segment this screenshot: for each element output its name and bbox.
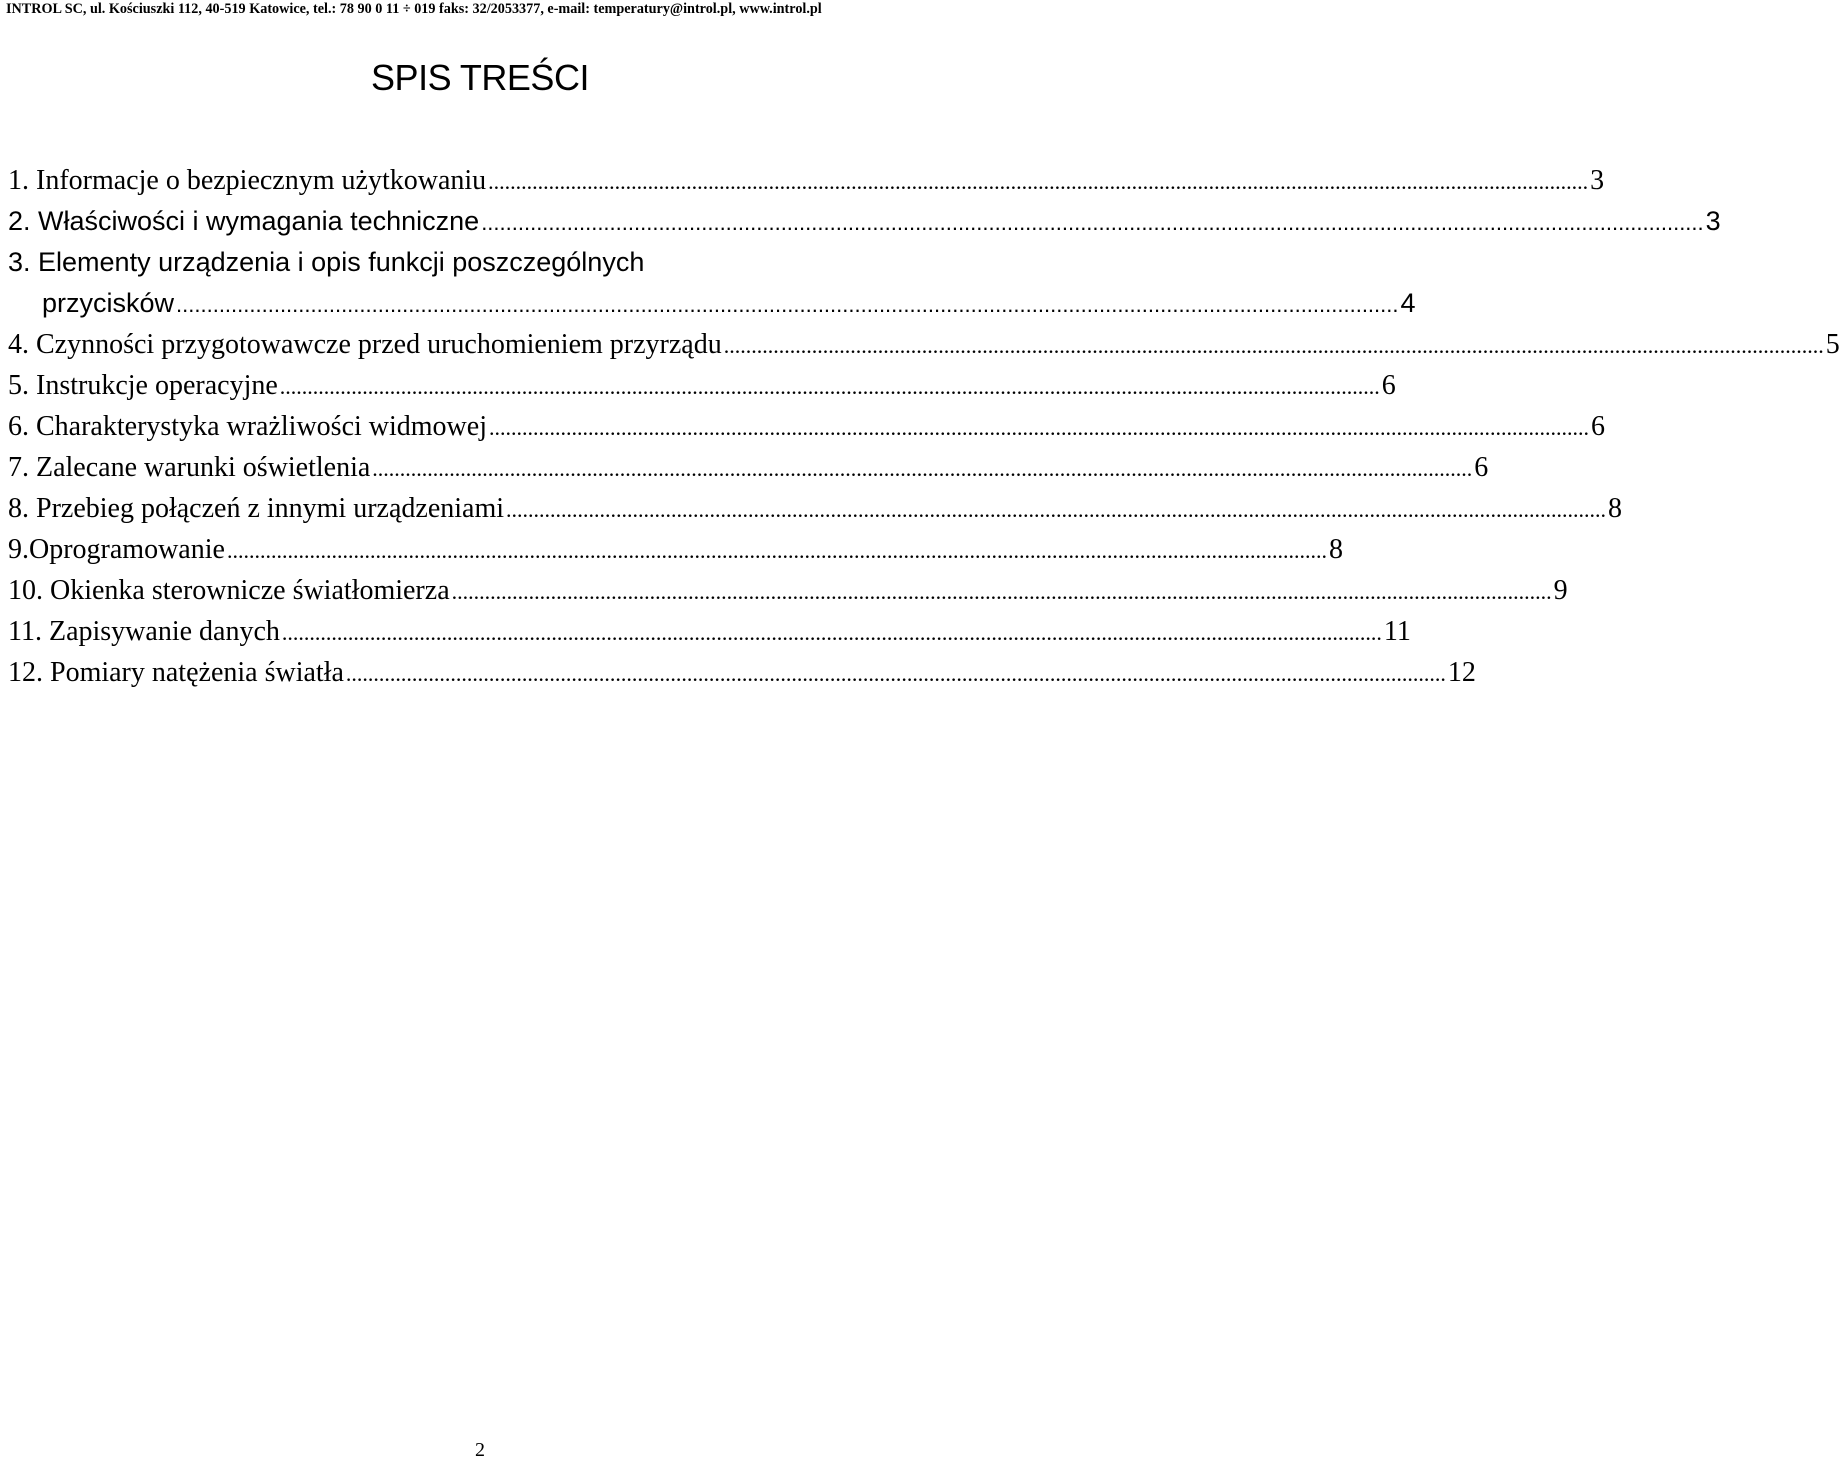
toc-entry[interactable] [8,365,1396,406]
toc-leader-dots: ........................................................................................................................................................................................................ [345,661,1446,686]
toc-entry-page: 6 [1381,370,1396,401]
toc-leader-dots: ........................................................................................................................................................................................................ [488,169,1589,194]
page-title: SPIS TREŚCI [371,57,589,98]
toc-leader-dots: ........................................................................................................................................................................................................ [506,497,1607,522]
toc-leader-dots: ........................................................................................................................................................................................................ [372,456,1473,481]
toc-entry-title: 6. Charakterystyka wrażliwości widmowej [8,411,487,442]
toc-leader-dots: ........................................................................................................................................................................................................ [226,538,1327,563]
toc-entry[interactable] [8,447,1489,488]
toc-entry-title: 4. Czynności przygotowawcze przed uruchomieniem przyrządu [8,329,722,360]
toc-entry-page: 3 [1590,165,1605,196]
toc-entry-page: 5 [1825,329,1840,360]
toc-entry-page: 4 [1400,288,1416,318]
toc-entry[interactable] [8,529,1343,570]
toc-entry-title: 11. Zapisywanie danych [8,616,280,647]
toc-entry[interactable] [8,160,1605,201]
toc-entry-page: 6 [1474,452,1489,483]
toc-entry[interactable] [8,201,1721,242]
toc-entry-title: 5. Instrukcje operacyjne [8,370,278,401]
toc-entry[interactable] [8,652,1476,693]
toc-entry-title: 7. Zalecane warunki oświetlenia [8,452,371,483]
toc-entry[interactable] [8,611,1411,652]
toc-leader-dots: ........................................................................................................................................................................................................ [281,620,1382,645]
toc-entry-continuation[interactable] [8,283,1416,324]
toc-entry-page: 6 [1590,411,1605,442]
page-number: 2 [475,1439,485,1461]
toc-leader-dots: ........................................................................................................................................................................................................ [723,333,1824,358]
toc-entry-page: 12 [1447,657,1476,688]
toc-entry[interactable] [8,570,1568,611]
toc-leader-dots: ........................................................................................................................................................................................................ [481,210,1704,235]
toc-entry-page: 9 [1553,575,1568,606]
toc-entry[interactable] [8,488,1623,529]
toc-leader-dots: ........................................................................................................................................................................................................ [176,292,1399,317]
toc-entry[interactable] [8,406,1605,447]
toc-entry-page: 8 [1328,534,1343,565]
toc-entry[interactable] [8,324,1840,365]
toc-entry-page: 11 [1383,616,1411,647]
toc-entry-title: 8. Przebieg połączeń z innymi urządzeniami [8,493,505,524]
toc-entry-page: 3 [1705,206,1721,236]
toc-entry-title: 2. Właściwości i wymagania techniczne [8,206,480,236]
toc-entry-title: 10. Okienka sterownicze światłomierza [8,575,450,606]
toc-leader-dots: ........................................................................................................................................................................................................ [451,579,1552,604]
toc-entry-title: 3. Elementy urządzenia i opis funkcji poszczególnych [8,247,645,277]
toc-entry[interactable] [8,242,952,283]
toc-leader-dots: ........................................................................................................................................................................................................ [279,374,1380,399]
header-contact-line: INTROL SC, ul. Kościuszki 112, 40-519 Katowice, tel.: 78 90 0 11 ÷ 019 faks: 32/2053377, e-mail: temperatury@introl.pl, www.introl.pl [6,1,822,17]
toc-entry-page: 8 [1608,493,1623,524]
toc-entry-title: przycisków [42,288,175,318]
toc-entry-title: 12. Pomiary natężenia światła [8,657,344,688]
toc-entry-title: 1. Informacje o bezpiecznym użytkowaniu [8,165,487,196]
table-of-contents [8,160,1840,693]
toc-entry-title: 9.Oprogramowanie [8,534,225,565]
toc-leader-dots: ........................................................................................................................................................................................................ [488,415,1589,440]
